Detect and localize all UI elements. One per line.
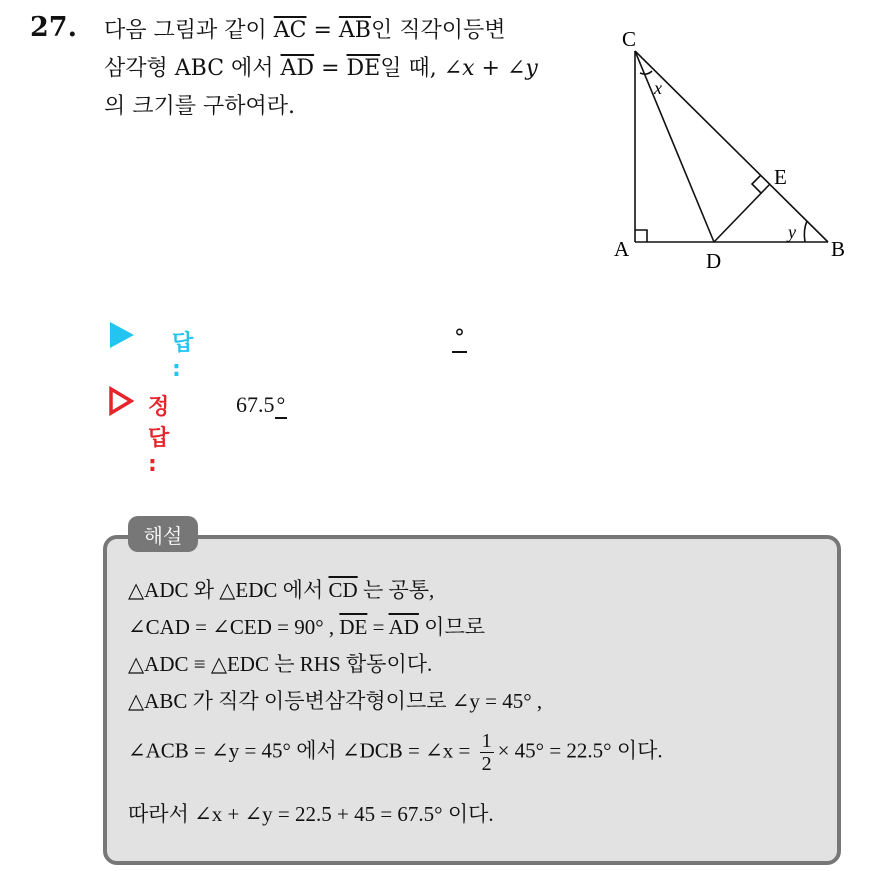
right-angle-a — [635, 230, 647, 242]
equals-sign: = — [367, 615, 389, 639]
correct-value-degree: ° — [276, 392, 286, 417]
question-text — [104, 12, 604, 126]
explanation-text: △ADC 와 △EDC 에서 — [128, 578, 329, 602]
question-number: 27. — [30, 12, 77, 43]
angle-y-arc — [804, 221, 807, 242]
explanation-line-5 — [128, 730, 663, 775]
explanation-line-3: △ADC ≡ △EDC 는 RHS 합동이다. — [128, 652, 433, 676]
answer-blank[interactable] — [452, 326, 467, 351]
label-b: B — [831, 237, 846, 261]
equals-sign: = — [314, 56, 347, 81]
right-angle-e — [752, 175, 761, 193]
question-line-3: 의 크기를 구하여라. — [104, 94, 295, 119]
segment-de-text: $\overline{DE}$ — [339, 615, 368, 639]
question-text-part: 인 직각이등변 — [370, 18, 506, 43]
correct-value-number: 67.5 — [236, 392, 275, 417]
explanation-tab: 해설 — [128, 516, 198, 552]
fraction-numerator: 1 — [481, 730, 492, 752]
explanation-line-6: 따라서 ∠x + ∠y = 22.5 + 45 = 67.5° 이다. — [128, 802, 494, 826]
correct-answer-row — [108, 386, 286, 477]
explanation-text: × 45° = 22.5° 이다. — [497, 738, 663, 763]
angle-expression: ∠x + ∠y — [443, 56, 538, 81]
label-e: E — [774, 165, 787, 189]
fraction-denominator: 2 — [481, 753, 492, 775]
explanation-text: 이므로 — [418, 615, 486, 639]
label-d: D — [706, 249, 722, 273]
correct-answer-value — [236, 392, 287, 418]
answer-label: 답 : — [172, 331, 194, 382]
question-text-part: 다음 그림과 같이 — [104, 18, 274, 43]
segment-ac: $\overline{AC}$ — [273, 18, 307, 43]
label-c: C — [622, 27, 637, 51]
triangle-figure — [600, 18, 870, 278]
equals-sign: = — [306, 18, 339, 43]
outline-triangle-icon — [108, 386, 134, 416]
explanation-line-2 — [128, 611, 485, 641]
segment-de — [714, 184, 770, 242]
segment-de: $\overline{DE}$ — [346, 56, 381, 81]
label-x: x — [654, 78, 662, 98]
segment-ab: $\overline{AB}$ — [338, 18, 371, 43]
segment-cd — [635, 51, 714, 242]
label-a: A — [614, 237, 630, 261]
play-triangle-icon — [110, 322, 134, 348]
explanation-text: ∠ACB = ∠y = 45° 에서 ∠DCB = ∠x = — [128, 738, 476, 763]
explanation-line-1 — [128, 574, 434, 604]
explanation-line-4: △ABC 가 직각 이등변삼각형이므로 ∠y = 45° , — [128, 689, 543, 713]
side-cb — [635, 51, 828, 242]
answer-row — [110, 322, 194, 382]
question-text-part: 일 때, — [380, 56, 444, 81]
question-line-2 — [104, 50, 604, 88]
question-line-1 — [104, 12, 604, 50]
answer-degree: ° — [454, 326, 465, 351]
explanation-text: 는 공통, — [357, 578, 435, 602]
segment-ad: $\overline{AD}$ — [280, 56, 315, 81]
segment-ad-text: $\overline{AD}$ — [388, 615, 419, 639]
angle-x-arc — [640, 71, 652, 74]
segment-cd-text: $\overline{CD}$ — [328, 578, 358, 602]
explanation-text: ∠CAD = ∠CED = 90° , — [128, 615, 340, 639]
correct-answer-label: 정답 : — [148, 395, 170, 477]
fraction-one-half — [480, 730, 494, 775]
question-text-part: 삼각형 ABC 에서 — [104, 56, 281, 81]
label-y: y — [788, 222, 796, 242]
